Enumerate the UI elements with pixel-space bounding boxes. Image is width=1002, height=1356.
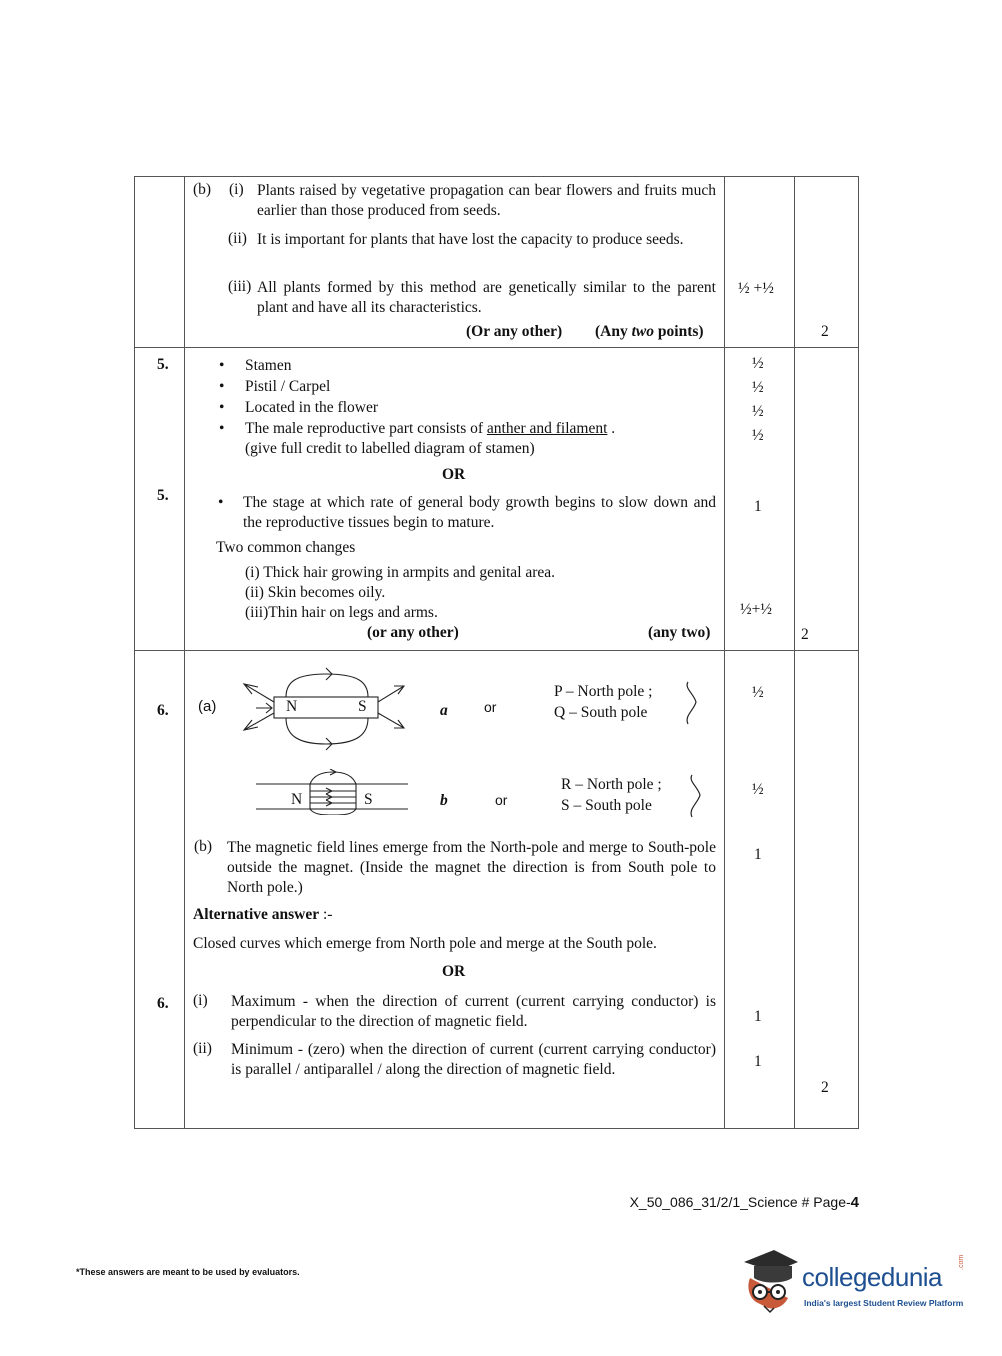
q6-number: 6.: [157, 702, 169, 719]
fig-b-label: b: [440, 792, 448, 809]
brand-name: collegedunia: [802, 1262, 943, 1292]
q5-note: (give full credit to labelled diagram of stamen): [245, 440, 535, 457]
q4b-iii-text: All plants formed by this method are genetically similar to the parent plant and have all its characteristics.: [257, 279, 716, 316]
q4b-label: (b): [193, 181, 212, 198]
fig-a-label: a: [440, 702, 448, 719]
fig-b-or: or: [495, 792, 508, 808]
q6-b-mark: 1: [754, 846, 762, 863]
q6-or: OR: [442, 963, 466, 980]
q4b-i-num: (i): [229, 181, 244, 198]
fig-a-n: N: [286, 698, 298, 715]
q4b-any-two: (Any two points): [595, 323, 704, 340]
q5-alt-bullet: • The stage at which rate of general body growth begins to slow down and the reproductive tissues begin to mature.: [218, 494, 716, 531]
q6-b-label: (b): [194, 838, 213, 855]
bullet-dot: •: [218, 494, 224, 511]
fig-a-mark: ½: [752, 684, 764, 701]
q6-part-a: (a): [198, 698, 217, 715]
q5-mark-3: ½: [752, 403, 764, 420]
q6-i-text: Maximum - when the direction of current (current carrying conductor) is perpendicular to the direction of magnetic field.: [231, 993, 716, 1030]
q6-total: 2: [821, 1079, 829, 1096]
field-between-poles-diagram-b: [252, 769, 412, 815]
q4b-ii-text: It is important for plants that have lost the capacity to produce seeds.: [257, 231, 684, 248]
q5-bullet-3: • Located in the flower: [245, 399, 378, 417]
fig-b-s: S: [364, 791, 373, 808]
q4b-iii-num: (iii): [228, 278, 252, 295]
q6-alt-number: 6.: [157, 995, 169, 1012]
q4b-ii-num: (ii): [228, 230, 247, 247]
fig-a-p: P – North pole ;: [554, 683, 653, 700]
q5-change-2: (ii) Skin becomes oily.: [245, 584, 386, 601]
bar-magnet-field-diagram-a: [236, 656, 416, 760]
fig-a-q: Q – South pole: [554, 704, 648, 721]
q5-alt-number: 5.: [157, 487, 169, 504]
q6-ii-mark: 1: [754, 1053, 762, 1070]
q4b-i-text: Plants raised by vegetative propagation can bear flowers and fruits much earlier than those produced from seeds.: [257, 182, 716, 219]
q6-ii-num: (ii): [193, 1040, 212, 1057]
brand-suffix: .com: [958, 1254, 965, 1270]
q5-common-changes: Two common changes: [216, 539, 356, 556]
q6-alt-answer: Alternative answer :-: [193, 906, 333, 923]
q6-b-text: The magnetic field lines emerge from the North-pole and merge to South-pole outside the magnet. (Inside the magnet the direction is from South pole to North pole.): [227, 839, 716, 896]
fig-b-s2: S – South pole: [561, 797, 652, 814]
evaluators-note: *These answers are meant to be used by evaluators.: [76, 1267, 300, 1277]
q5-or: OR: [442, 466, 466, 483]
q5-change-1: (i) Thick hair growing in armpits and genital area.: [245, 564, 556, 581]
fig-a-or: or: [484, 699, 497, 715]
q5-alt-mark: 1: [754, 498, 762, 515]
q4b-total: 2: [821, 323, 829, 340]
q5-change-3: (iii)Thin hair on legs and arms.: [245, 604, 438, 621]
fig-b-r: R – North pole ;: [561, 776, 662, 793]
q4b-or-other: (Or any other): [466, 323, 563, 340]
q6-i-num: (i): [193, 992, 208, 1009]
q6-i-mark: 1: [754, 1008, 762, 1025]
brand-tagline: India's largest Student Review Platform: [804, 1298, 964, 1308]
q5-mark-2: ½: [752, 379, 764, 396]
q5-mark-4: ½: [752, 427, 764, 444]
page-footer-code: X_50_086_31/2/1_Science # Page-4: [629, 1194, 859, 1211]
brace-icon: [682, 680, 702, 726]
brace-icon: [686, 773, 706, 819]
q6-ii-text: Minimum - (zero) when the direction of current (current carrying conductor) is parallel / antiparallel / along the direction of magnetic field.: [231, 1041, 716, 1078]
q5-any-two: (any two): [648, 624, 711, 641]
q4b-marks: ½ +½: [738, 280, 774, 297]
q5-bullet-2: • Pistil / Carpel: [245, 378, 330, 396]
fig-a-s: S: [358, 698, 367, 715]
q5-number: 5.: [157, 356, 169, 373]
mascot-icon: [740, 1248, 802, 1314]
q5-bullet-1: • Stamen: [245, 357, 292, 375]
fig-b-n: N: [291, 791, 303, 808]
q5-bullet-4: • The male reproductive part consists of anther and filament .: [245, 420, 615, 438]
fig-b-mark: ½: [752, 781, 764, 798]
q5-total: 2: [801, 626, 809, 643]
q5-mark-1: ½: [752, 355, 764, 372]
q6-alt-text: Closed curves which emerge from North pole and merge at the South pole.: [193, 935, 657, 952]
q5-or-any-other: (or any other): [367, 624, 459, 641]
q5-changes-mark: ½+½: [740, 601, 772, 618]
